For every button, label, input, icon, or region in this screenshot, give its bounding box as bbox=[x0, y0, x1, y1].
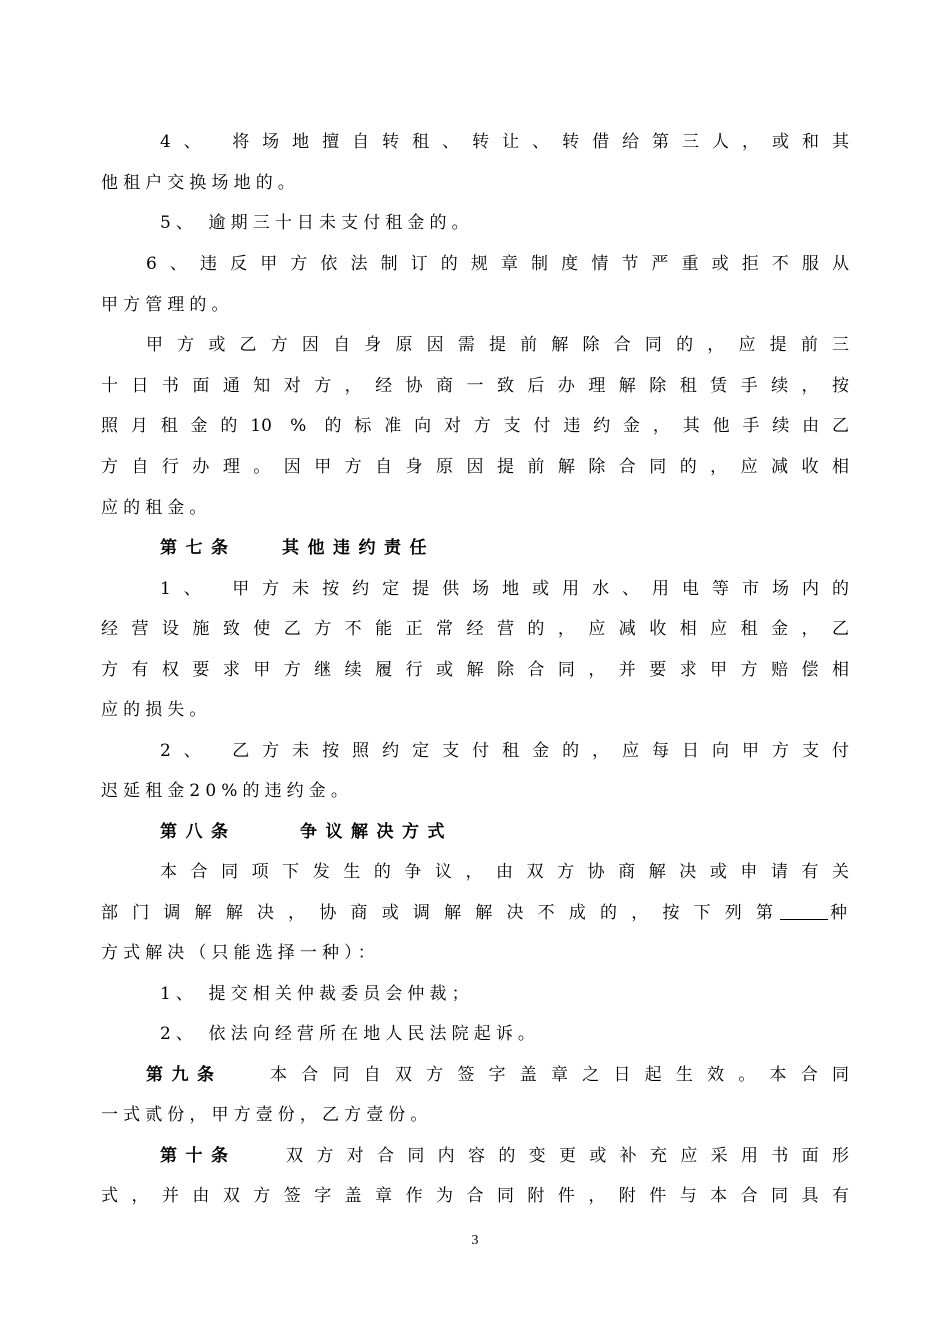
article-8-paragraph-line-3: 方式解决（只能选择一种）： bbox=[101, 943, 380, 963]
article-7-title: 其他违约责任 bbox=[282, 538, 435, 558]
clause-item-4-cont: 他租户交换场地的。 bbox=[101, 173, 300, 193]
article-9-number: 第九条 bbox=[146, 1065, 223, 1085]
clause-item-6-cont: 甲方管理的。 bbox=[101, 295, 234, 315]
page-number: 3 bbox=[471, 1233, 479, 1248]
article-8-option-1: 1、 提交相关仲裁委员会仲裁； bbox=[160, 984, 474, 1004]
termination-paragraph-line-3: 照月租金的10 % 的标准向对方支付违约金，其他手续由乙 bbox=[101, 416, 849, 436]
termination-paragraph-line-4: 方自行办理。因甲方自身原因提前解除合同的，应减收相 bbox=[101, 457, 849, 477]
article-8-number: 第八条 bbox=[160, 822, 237, 842]
article-7-item-2-cont: 迟延租金20%的违约金。 bbox=[101, 781, 353, 801]
article-8-paragraph-line-1: 本合同项下发生的争议，由双方协商解决或申请有关 bbox=[160, 862, 849, 882]
article-9-text-line-1: 本合同自双方签字盖章之日起生效。本合同 bbox=[270, 1065, 849, 1085]
clause-item-4: 4、 将场地擅自转租、转让、转借给第三人，或和其 bbox=[160, 132, 849, 152]
article-10-text-line-2: 式，并由双方签字盖章作为合同附件，附件与本合同具有 bbox=[101, 1186, 849, 1206]
article-10-text-line-1: 双方对合同内容的变更或补充应采用书面形 bbox=[286, 1146, 849, 1166]
article-7-number: 第七条 bbox=[160, 538, 237, 558]
article-10-number: 第十条 bbox=[160, 1146, 237, 1166]
article-9-text-line-2: 一式贰份，甲方壹份，乙方壹份。 bbox=[101, 1105, 433, 1125]
choice-blank-field bbox=[780, 905, 828, 920]
termination-paragraph-line-2: 十日书面通知对方，经协商一致后办理解除租赁手续，按 bbox=[101, 376, 849, 396]
article-7-item-1: 1、 甲方未按约定提供场地或用水、用电等市场内的 bbox=[160, 579, 849, 599]
clause-item-5: 5、 逾期三十日未支付租金的。 bbox=[160, 213, 474, 233]
article-7-item-1-cont-3: 应的损失。 bbox=[101, 700, 212, 720]
article-8-option-2: 2、 依法向经营所在地人民法院起诉。 bbox=[160, 1024, 541, 1044]
termination-paragraph-line-1: 甲方或乙方因自身原因需提前解除合同的，应提前三 bbox=[146, 335, 849, 355]
article-7-item-1-cont-1: 经营设施致使乙方不能正常经营的，应减收相应租金，乙 bbox=[101, 619, 849, 639]
article-8-paragraph-line-2: 部门调解解决，协商或调解解决不成的，按下列第 bbox=[101, 903, 773, 923]
article-7-item-1-cont-2: 方有权要求甲方继续履行或解除合同，并要求甲方赔偿相 bbox=[101, 660, 849, 680]
termination-paragraph-line-5: 应的租金。 bbox=[101, 498, 212, 518]
article-8-title: 争议解决方式 bbox=[300, 822, 453, 842]
article-8-paragraph-line-2-end: 种 bbox=[830, 903, 847, 923]
clause-item-6: 6、违反甲方依法制订的规章制度情节严重或拒不服从 bbox=[146, 254, 849, 274]
article-7-item-2: 2、 乙方未按照约定支付租金的，应每日向甲方支付 bbox=[160, 741, 849, 761]
